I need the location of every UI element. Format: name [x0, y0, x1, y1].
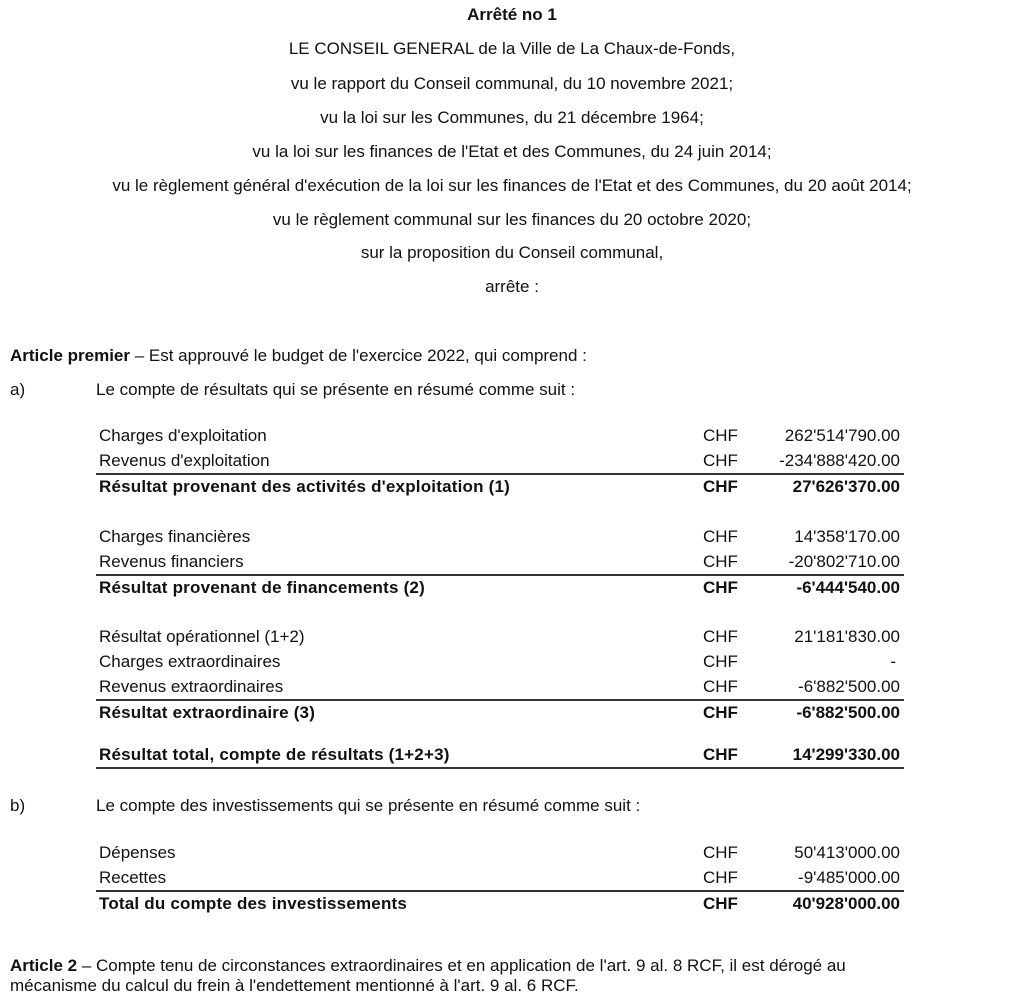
row-currency: CHF [703, 426, 738, 445]
table-row [96, 424, 904, 449]
preamble-line: vu la loi sur les finances de l'Etat et des Communes, du 24 juin 2014; [252, 142, 772, 161]
decree-title: Arrêté no 1 [467, 5, 557, 24]
table-row [96, 866, 904, 891]
article-2-line-1 [10, 956, 846, 976]
row-label: Revenus d'exploitation [99, 451, 270, 470]
row-currency: CHF [703, 843, 738, 862]
table-row [96, 841, 904, 866]
row-amount: 27'626'370.00 [792, 477, 900, 496]
preamble-line: sur la proposition du Conseil communal, [360, 243, 664, 262]
table-row [96, 550, 904, 575]
row-currency: CHF [703, 894, 738, 913]
grand-total-rule [96, 767, 904, 769]
table-row-total [96, 576, 904, 601]
row-label: Charges d'exploitation [99, 426, 267, 445]
article-1-label: Article premier [10, 346, 130, 365]
row-amount: -9'485'000.00 [798, 868, 900, 887]
article-2-text: – Compte tenu de circonstances extraordinaires et en application de l'art. 9 al. 8 RCF, il est dérogé au [77, 956, 846, 975]
row-currency: CHF [703, 703, 738, 722]
preamble-line: vu la loi sur les Communes, du 21 décembre 1964; [320, 108, 704, 127]
row-currency: CHF [703, 868, 738, 887]
preamble-line: vu le rapport du Conseil communal, du 10 novembre 2021; [290, 74, 734, 93]
row-amount: -234'888'420.00 [779, 451, 900, 470]
section-a-intro: Le compte de résultats qui se présente en résumé comme suit : [96, 380, 576, 399]
row-currency: CHF [703, 527, 738, 546]
row-amount: 14'358'170.00 [794, 527, 900, 546]
row-label: Dépenses [99, 843, 176, 862]
preamble-line: LE CONSEIL GENERAL de la Ville de La Chaux-de-Fonds, [288, 39, 736, 58]
table-row [96, 675, 904, 700]
row-amount: -20'802'710.00 [788, 552, 900, 571]
row-amount: 40'928'000.00 [792, 894, 900, 913]
row-label: Résultat total, compte de résultats (1+2+3) [99, 745, 450, 764]
row-label: Charges financières [99, 527, 251, 546]
table-row-total [96, 701, 904, 726]
table-row-total [96, 892, 904, 917]
row-currency: CHF [703, 652, 738, 671]
row-amount: -6'444'540.00 [796, 578, 900, 597]
table-row [96, 525, 904, 550]
row-currency: CHF [703, 745, 738, 764]
section-a-marker: a) [10, 380, 26, 399]
section-b-intro: Le compte des investissements qui se présente en résumé comme suit : [96, 796, 641, 815]
article-1-text: – Est approuvé le budget de l'exercice 2022, qui comprend : [130, 346, 587, 365]
row-label: Revenus extraordinaires [99, 677, 284, 696]
row-label: Résultat provenant de financements (2) [99, 578, 425, 597]
row-label: Résultat opérationnel (1+2) [99, 627, 305, 646]
preamble-line: vu le règlement général d'exécution de la loi sur les finances de l'Etat et des Communes, du 20 août 2014; [112, 176, 912, 195]
table-row-grand-total [96, 743, 904, 768]
row-amount: - [890, 652, 896, 671]
row-amount: 50'413'000.00 [794, 843, 900, 862]
article-2-label: Article 2 [10, 956, 78, 975]
row-currency: CHF [703, 578, 738, 597]
row-label: Charges extraordinaires [99, 652, 281, 671]
row-label: Total du compte des investissements [99, 894, 408, 913]
preamble-line: vu le règlement communal sur les finances du 20 octobre 2020; [272, 210, 752, 229]
row-amount: 262'514'790.00 [784, 426, 900, 445]
table-row [96, 449, 904, 474]
row-amount: -6'882'500.00 [796, 703, 900, 722]
row-label: Revenus financiers [99, 552, 244, 571]
row-amount: -6'882'500.00 [798, 677, 900, 696]
section-b-marker: b) [10, 796, 26, 815]
table-row-total [96, 475, 904, 500]
row-currency: CHF [703, 627, 738, 646]
row-currency: CHF [703, 477, 738, 496]
row-amount: 14'299'330.00 [792, 745, 900, 764]
decision-line: arrête : [485, 277, 539, 296]
table-row [96, 650, 904, 675]
table-row [96, 625, 904, 650]
row-currency: CHF [703, 552, 738, 571]
article-2-line-2: mécanisme du calcul du frein à l'endettement mentionné à l'art. 9 al. 6 RCF. [10, 976, 579, 995]
row-label: Recettes [99, 868, 167, 887]
article-1-heading [10, 346, 587, 366]
row-amount: 21'181'830.00 [794, 627, 900, 646]
row-currency: CHF [703, 451, 738, 470]
row-label: Résultat extraordinaire (3) [99, 703, 316, 722]
row-label: Résultat provenant des activités d'exploitation (1) [99, 477, 510, 496]
row-currency: CHF [703, 677, 738, 696]
